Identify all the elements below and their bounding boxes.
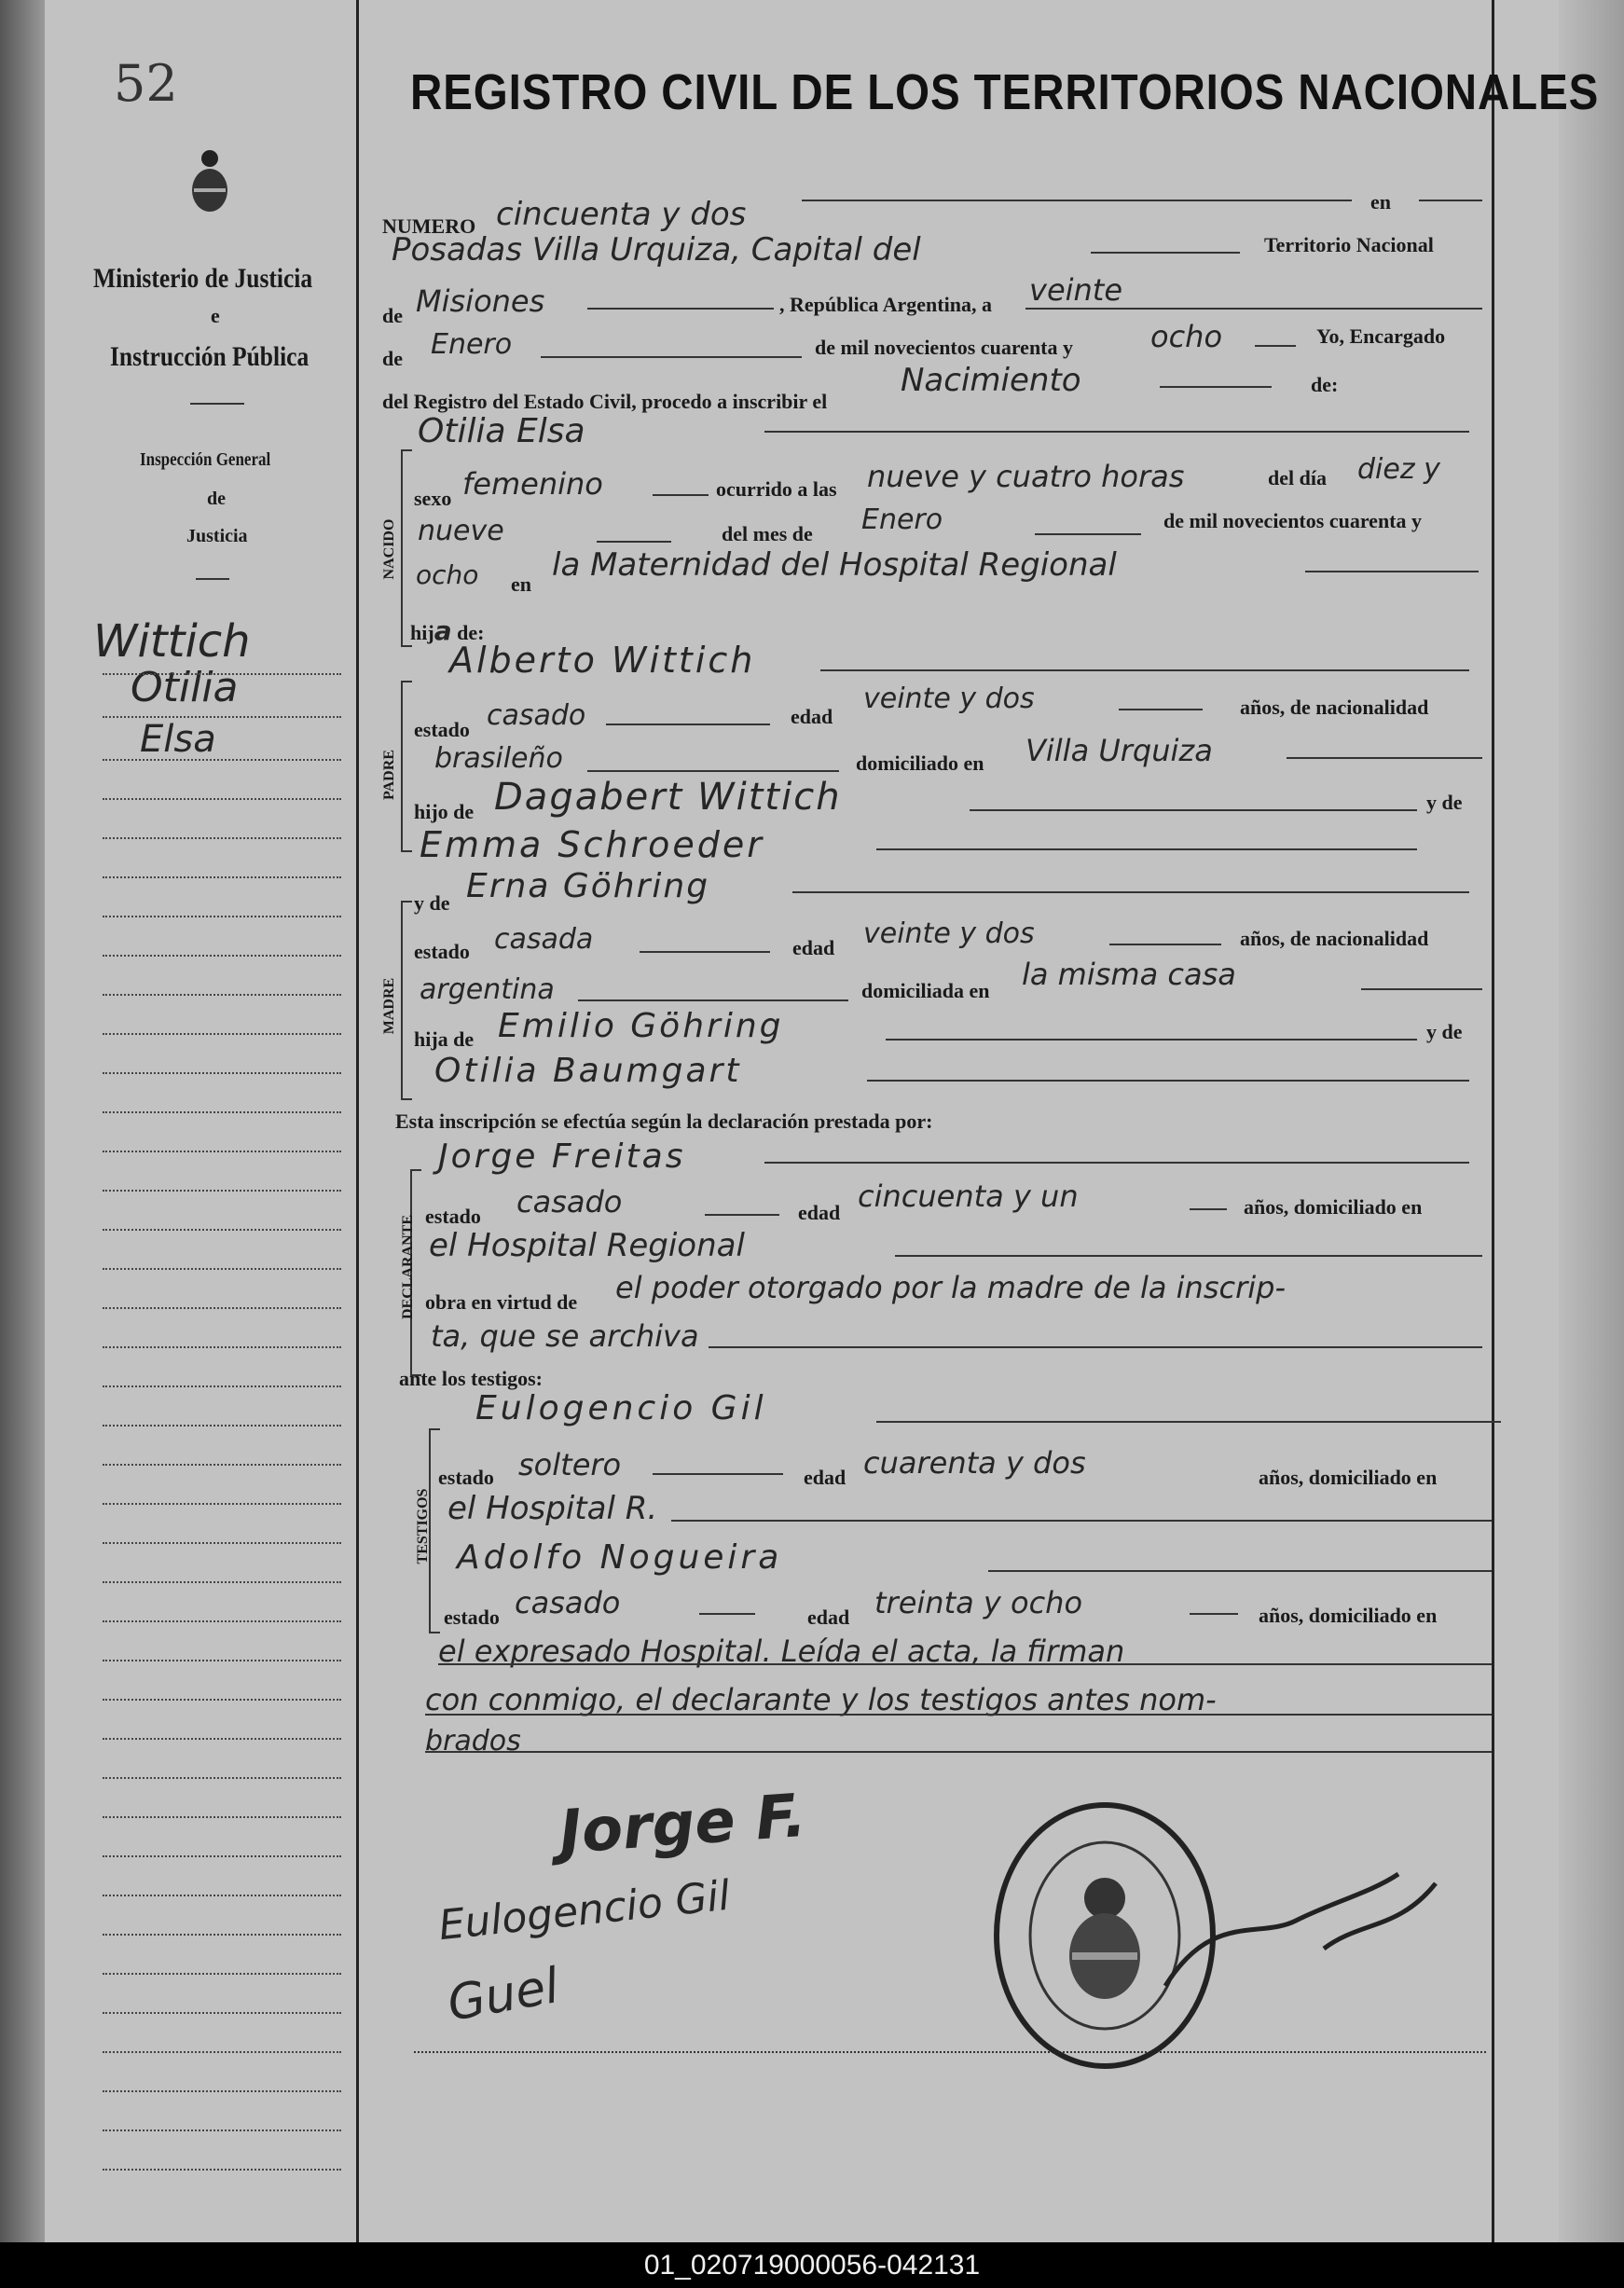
- test1-dom-value: el Hospital R.: [447, 1490, 658, 1527]
- signature-testigo-1: Eulogencio Gil: [436, 1871, 733, 1950]
- madre-y-de-label: y de: [1426, 1020, 1463, 1043]
- padre-anos-label: años, de nacionalidad: [1240, 696, 1429, 719]
- de-label-2: de: [382, 347, 403, 370]
- test2-estado-label: estado: [444, 1606, 500, 1629]
- republica-label: , República Argentina, a: [779, 293, 992, 316]
- del-mes-label: del mes de: [722, 522, 813, 545]
- cierre-value-2: brados: [425, 1725, 521, 1757]
- madre-edad-value: veinte y dos: [863, 917, 1035, 950]
- madre-anos-label: años, de nacionalidad: [1240, 927, 1429, 950]
- test2-edad-label: edad: [807, 1606, 850, 1629]
- territorio-value: Misiones: [416, 283, 545, 319]
- dia-nac-value: diez y: [1357, 453, 1440, 486]
- coat-of-arms-icon: [188, 147, 231, 214]
- yo-encargado-label: Yo, Encargado: [1316, 324, 1446, 348]
- lugar-nac-value: la Maternidad del Hospital Regional: [552, 546, 1117, 584]
- margin-middle-name: Elsa: [140, 718, 216, 761]
- madre-estado-label: estado: [414, 940, 470, 963]
- madre-dom-label: domiciliada en: [861, 979, 990, 1002]
- test1-edad-value: cuarenta y dos: [863, 1445, 1086, 1481]
- decl-edad-label: edad: [798, 1201, 841, 1224]
- decl-anos-label: años, domiciliado en: [1244, 1195, 1423, 1219]
- padre-dom-label: domiciliado en: [856, 751, 984, 775]
- image-id-footer: 01_020719000056-042131: [0, 2242, 1624, 2288]
- decl-estado-value: casado: [516, 1184, 623, 1220]
- padre-estado-label: estado: [414, 718, 470, 741]
- cierre-value-1: con conmigo, el declarante y los testigos antes nom-: [425, 1682, 1217, 1717]
- dia-nac-value-2: nueve: [418, 515, 504, 547]
- ministry-line-1: Ministerio de Justicia: [93, 263, 313, 294]
- testigos-label: TESTIGOS: [415, 1488, 431, 1564]
- acto-value: Nacimiento: [901, 362, 1081, 399]
- hija-label: hija de:: [410, 615, 485, 646]
- del-dia-label: del día: [1268, 466, 1327, 489]
- sexo-value: femenino: [462, 466, 603, 502]
- mes-value: Enero: [431, 328, 513, 361]
- test1-edad-label: edad: [804, 1466, 846, 1489]
- signature-testigo-2: Guel: [443, 1958, 564, 2033]
- test2-estado-value: casado: [515, 1585, 621, 1620]
- madre-edad-label: edad: [792, 936, 835, 959]
- inspection-line-2: de: [207, 489, 226, 509]
- padre-madre-value: Emma Schroeder: [420, 824, 764, 865]
- decl-nombre-value: Jorge Freitas: [438, 1137, 686, 1176]
- test2-anos-label: años, domiciliado en: [1259, 1604, 1438, 1627]
- page-title: REGISTRO CIVIL DE LOS TERRITORIOS NACIONALES: [410, 64, 1600, 120]
- test1-anos-label: años, domiciliado en: [1259, 1466, 1438, 1489]
- registrar-signature: [1156, 1855, 1454, 2014]
- binding-edge: [0, 0, 45, 2242]
- test1-estado-value: soltero: [518, 1447, 622, 1482]
- decl-obra-value-2: ta, que se archiva: [431, 1318, 699, 1354]
- padre-nombre-value: Alberto Wittich: [449, 640, 756, 681]
- madre-madre-value: Otilia Baumgart: [434, 1052, 742, 1090]
- padre-estado-value: casado: [487, 699, 586, 732]
- madre-hija-label: hija de: [414, 1027, 475, 1051]
- lugar-value: Posadas Villa Urquiza, Capital del: [392, 231, 921, 269]
- padre-label: PADRE: [381, 750, 397, 800]
- margin-surname: Wittich: [93, 615, 251, 668]
- margin-given-name: Otilia: [131, 664, 239, 711]
- padre-padre-value: Dagabert Wittich: [494, 776, 842, 819]
- padre-edad-value: veinte y dos: [863, 682, 1035, 715]
- sexo-label: sexo: [414, 487, 452, 510]
- y-de-label: y de: [414, 891, 450, 915]
- ministry-line-2: e: [211, 304, 220, 327]
- ocurrido-label: ocurrido a las: [716, 477, 837, 501]
- obra-label: obra en virtud de: [425, 1290, 578, 1314]
- signature-declarante: Jorge F.: [557, 1781, 809, 1868]
- test2-edad-value: treinta y ocho: [874, 1585, 1083, 1620]
- page-number: 52: [114, 54, 178, 113]
- inspection-line-3: Justicia: [186, 526, 248, 546]
- de-label: de: [382, 304, 403, 327]
- territorio-label: Territorio Nacional: [1264, 233, 1434, 256]
- padre-nac-value: brasileño: [434, 742, 563, 775]
- madre-label: MADRE: [381, 977, 397, 1035]
- right-border: [1492, 0, 1494, 2242]
- hora-value: nueve y cuatro horas: [867, 459, 1185, 494]
- test2-nombre-value: Adolfo Nogueira: [457, 1538, 783, 1577]
- dia-value: veinte: [1029, 272, 1123, 308]
- padre-edad-label: edad: [791, 705, 833, 728]
- declarante-label: DECLARANTE: [400, 1215, 416, 1320]
- nombre-value: Otilia Elsa: [418, 412, 585, 450]
- de-mil-label: de mil novecientos cuarenta y: [815, 336, 1074, 359]
- numero-value: cincuenta y dos: [496, 196, 747, 233]
- padre-y-de-label: y de: [1426, 791, 1463, 814]
- de-colon-label: de:: [1311, 373, 1339, 396]
- test2-dom-value: el expresado Hospital. Leída el acta, la firman: [438, 1633, 1125, 1669]
- mes-nac-value: Enero: [861, 503, 943, 536]
- padre-hijo-label: hijo de: [414, 800, 475, 823]
- inscripcion-label: Esta inscripción se efectúa según la declaración prestada por:: [395, 1110, 933, 1133]
- padre-dom-value: Villa Urquiza: [1025, 733, 1213, 768]
- numero-label: NUMERO: [382, 214, 476, 238]
- page-edge: [1559, 0, 1624, 2242]
- decl-estado-label: estado: [425, 1205, 481, 1228]
- de-mil-cuarenta-label: de mil novecientos cuarenta y: [1163, 509, 1423, 532]
- del-registro-label: del Registro del Estado Civil, procedo a inscribir el: [382, 390, 828, 413]
- ante-label: ante los testigos:: [399, 1367, 543, 1390]
- sidebar-divider: [356, 0, 359, 2242]
- test1-nombre-value: Eulogencio Gil: [475, 1389, 767, 1427]
- anio-value: ocho: [1150, 319, 1223, 354]
- en-label-2: en: [511, 572, 531, 596]
- decl-dom-value: el Hospital Regional: [429, 1227, 745, 1264]
- decl-obra-value: el poder otorgado por la madre de la inscrip-: [615, 1270, 1286, 1305]
- madre-estado-value: casada: [494, 923, 594, 956]
- madre-padre-value: Emilio Göhring: [498, 1007, 784, 1045]
- test1-estado-label: estado: [438, 1466, 494, 1489]
- en-label: en: [1370, 190, 1391, 214]
- inspection-line-1: Inspección General: [140, 449, 271, 470]
- madre-dom-value: la misma casa: [1022, 957, 1236, 992]
- ministry-line-3: Instrucción Pública: [110, 341, 310, 372]
- madre-nombre-value: Erna Göhring: [466, 867, 710, 905]
- nacido-label: NACIDO: [381, 518, 397, 580]
- madre-nac-value: argentina: [420, 973, 555, 1006]
- anio-nac-value: ocho: [416, 559, 479, 590]
- decl-edad-value: cincuenta y un: [858, 1178, 1079, 1214]
